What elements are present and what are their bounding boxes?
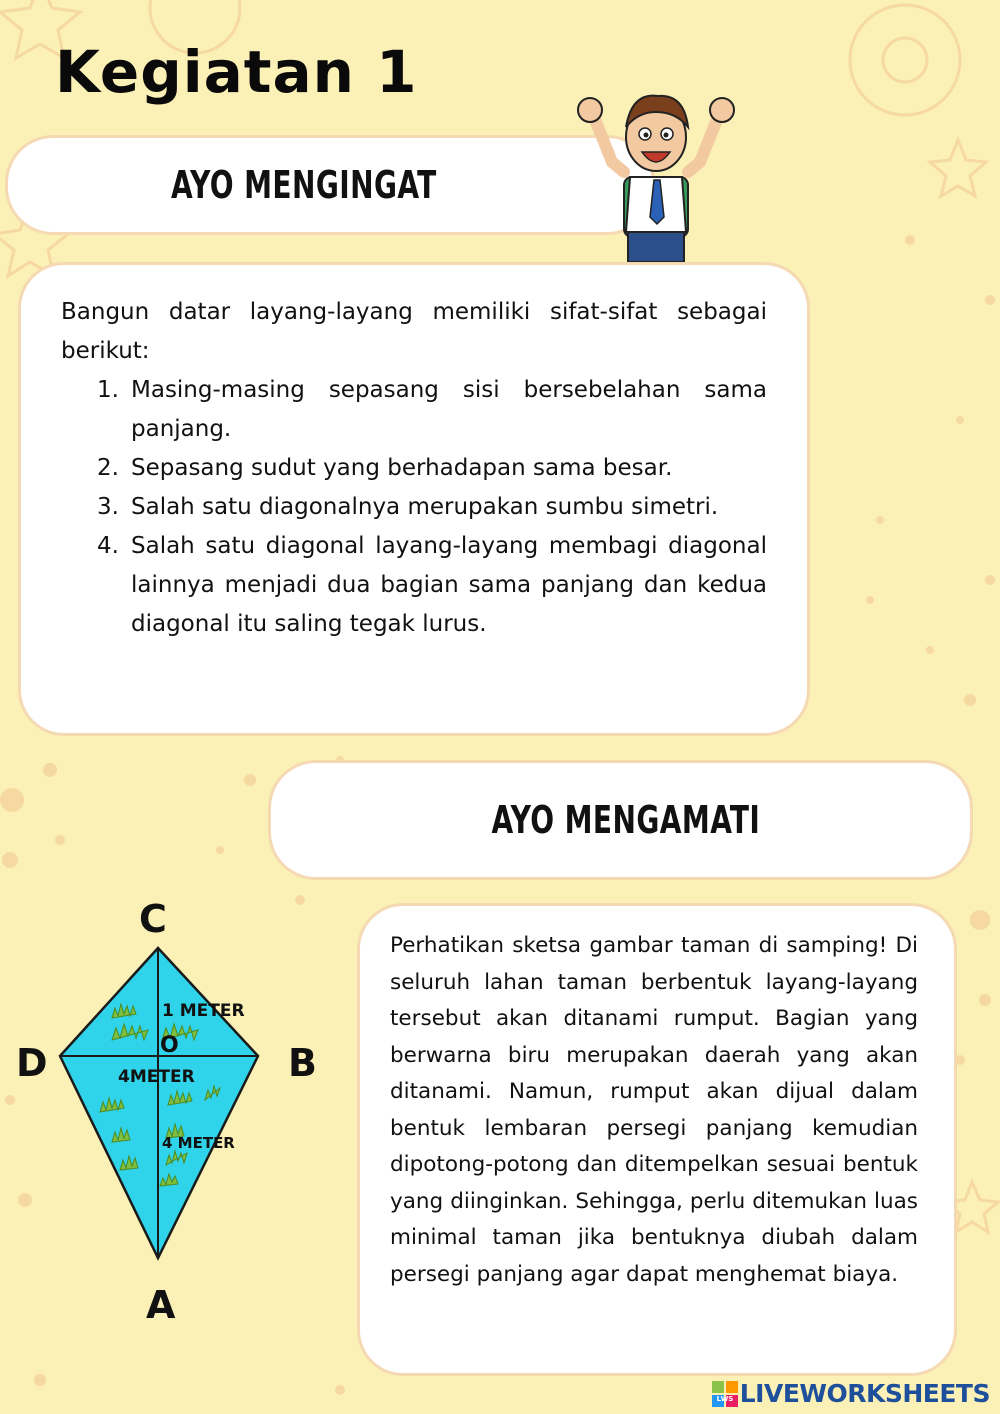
- section-banner-ayo-mengamati: [268, 760, 973, 880]
- measure-label-left: 4METER: [118, 1067, 195, 1087]
- footer-brand-text: LIVEWORKSHEETS: [739, 1379, 990, 1408]
- vertex-label-b: B: [288, 1041, 317, 1085]
- list-item: 2. Sepasang sudut yang berhadapan sama besar.: [97, 455, 673, 481]
- measure-label-top: 1 METER: [162, 1001, 245, 1021]
- cheering-boy-icon: [572, 82, 740, 262]
- list-item: 4. Salah satu diagonal layang-layang membagi diagonal lainnya menjadi dua bagian sama panjang dan kedua diagonal itu saling tegak lurus.: [97, 533, 767, 637]
- observation-paragraph: Perhatikan sketsa gambar taman di samping! Di seluruh lahan taman berbentuk layang-layang tersebut akan ditanami rumput. Bagian yang berwarna biru merupakan daerah yang akan ditanami. Namun, rumput akan dijual dalam bentuk lembaran persegi panjang kemudian dipotong-potong dan ditempelkan sesuai bentuk yang diinginkan. Sehingga, perlu ditemukan luas minimal taman jika bentuknya diubah dalam persegi panjang agar dapat menghemat biaya.: [390, 933, 918, 1287]
- liveworksheets-logo-icon: [712, 1381, 738, 1407]
- observation-card: [357, 903, 957, 1376]
- section-heading: AYO MENGINGAT: [171, 163, 437, 207]
- center-label-o: O: [160, 1033, 179, 1058]
- logo-letters: LWS: [716, 1394, 734, 1403]
- properties-list: [61, 371, 767, 644]
- footer-brand[interactable]: [712, 1379, 990, 1408]
- kite-garden-diagram: [0, 890, 340, 1330]
- page-title: Kegiatan 1: [55, 38, 418, 106]
- vertex-label-c: C: [139, 897, 167, 941]
- section-heading: AYO MENGAMATI: [491, 798, 760, 842]
- vertex-label-d: D: [16, 1041, 48, 1085]
- list-item: 3. Salah satu diagonalnya merupakan sumbu simetri.: [97, 494, 719, 520]
- measure-label-bottom: 4 METER: [162, 1134, 235, 1152]
- vertex-label-a: A: [146, 1283, 176, 1327]
- properties-card: [18, 262, 810, 736]
- section-banner-ayo-mengingat: [5, 135, 655, 235]
- properties-intro: Bangun datar layang-layang memiliki sifat-sifat sebagai berikut:: [61, 299, 767, 364]
- list-item: 1. Masing-masing sepasang sisi bersebelahan sama panjang.: [97, 377, 767, 442]
